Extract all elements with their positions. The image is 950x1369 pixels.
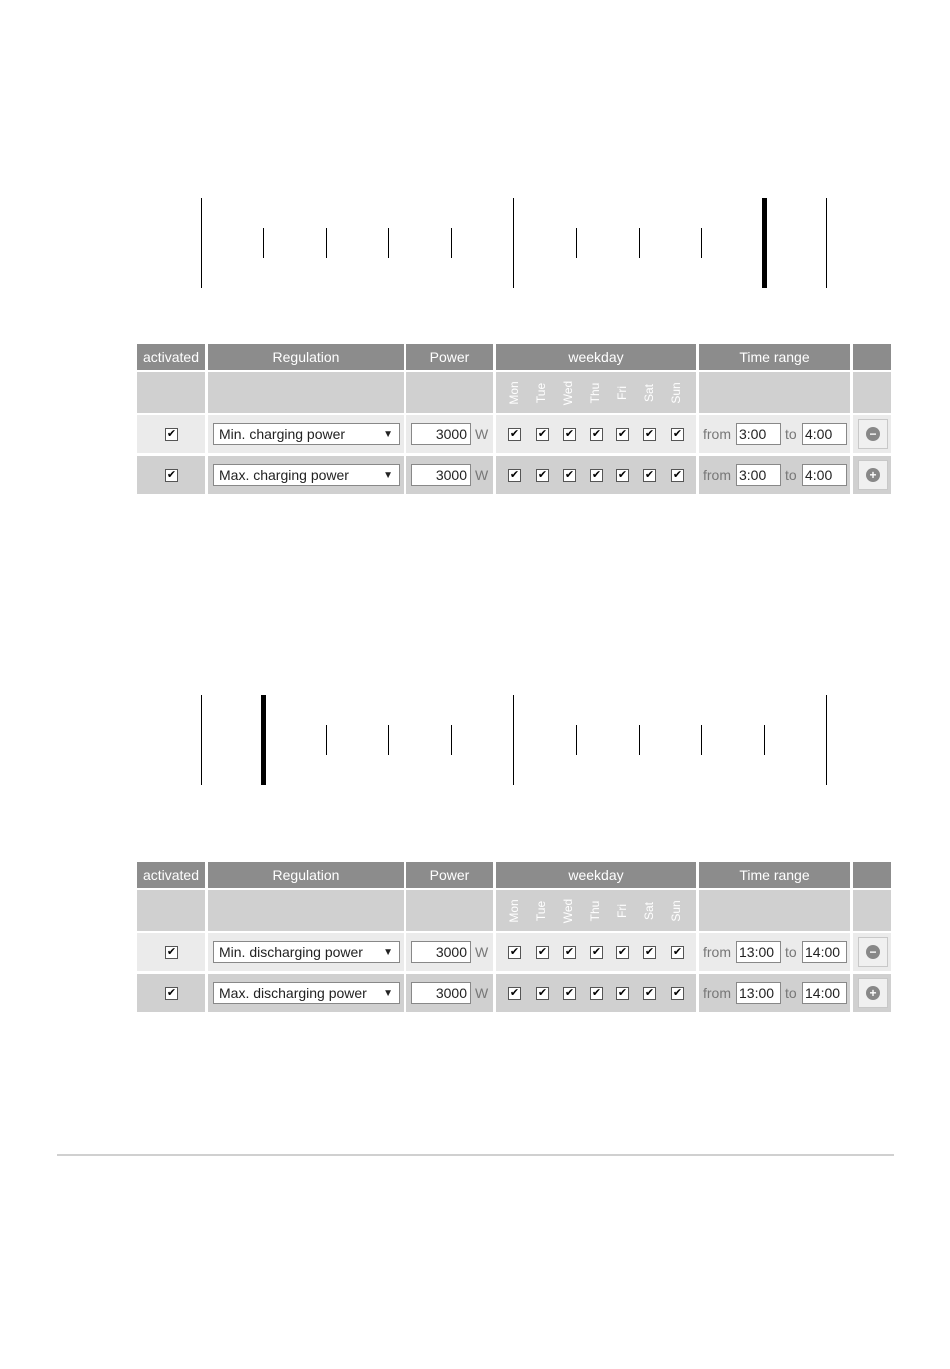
day-label-sun: Sun — [669, 900, 683, 922]
timeline-tick — [701, 725, 702, 755]
action-cell — [853, 933, 891, 971]
regulation-cell — [208, 974, 404, 1012]
activated-checkbox[interactable]: ✔ — [166, 945, 177, 958]
action-cell — [853, 456, 891, 494]
power-cell — [406, 933, 493, 971]
checkbox-wed[interactable]: ✔ — [564, 945, 575, 958]
day-label-wed: Wed — [561, 380, 575, 406]
timeline-tick-major — [513, 198, 514, 288]
power-input[interactable]: 3000 — [411, 423, 471, 445]
subheader-cell — [137, 890, 205, 931]
header-weekday: weekday — [496, 344, 696, 370]
time-range-cell — [699, 415, 850, 453]
checkbox-wed[interactable]: ✔ — [564, 468, 575, 481]
header-regulation: Regulation — [208, 862, 404, 888]
timeline-tick-major — [201, 198, 202, 288]
timeline-marker — [762, 198, 767, 288]
regulation-select[interactable] — [213, 941, 400, 963]
to-time-input[interactable]: 14:00 — [802, 941, 847, 963]
day-label-sun: Sun — [669, 382, 683, 404]
timeline-2 — [0, 695, 950, 787]
regulation-select[interactable] — [213, 464, 400, 486]
checkbox-sun[interactable]: ✔ — [672, 945, 683, 958]
to-label: to — [785, 985, 797, 1001]
day-label-tue: Tue — [534, 382, 548, 404]
timeline-tick — [451, 725, 452, 755]
from-time-input[interactable]: 3:00 — [736, 423, 781, 445]
subheader-cell — [137, 372, 205, 413]
power-unit: W — [475, 467, 489, 483]
day-label-mon: Mon — [507, 899, 521, 923]
add-row-button[interactable] — [858, 460, 888, 490]
power-cell — [406, 415, 493, 453]
chevron-down-icon: ▼ — [383, 428, 393, 440]
weekday-cell — [496, 415, 696, 453]
from-time-input[interactable]: 3:00 — [736, 464, 781, 486]
header-time-range: Time range — [699, 344, 850, 370]
timeline-tick-major — [513, 695, 514, 785]
remove-row-button[interactable] — [858, 419, 888, 449]
activated-checkbox[interactable]: ✔ — [166, 468, 177, 481]
subheader-cell — [406, 372, 493, 413]
subheader-cell — [699, 890, 850, 931]
subheader-cell — [406, 890, 493, 931]
power-unit: W — [475, 985, 489, 1001]
timeline-tick — [701, 228, 702, 258]
day-label-thu: Thu — [588, 382, 602, 404]
from-label: from — [703, 467, 731, 483]
regulation-cell — [208, 415, 404, 453]
timeline-marker — [261, 695, 266, 785]
regulation-cell — [208, 933, 404, 971]
checkbox-sat[interactable]: ✔ — [644, 427, 655, 440]
day-label-fri: Fri — [615, 386, 629, 400]
regulation-value: Min. discharging power — [219, 944, 363, 960]
action-cell — [853, 415, 891, 453]
add-row-button[interactable] — [858, 978, 888, 1008]
timeline-tick — [576, 725, 577, 755]
regulation-value: Max. discharging power — [219, 985, 367, 1001]
checkbox-sat[interactable]: ✔ — [644, 468, 655, 481]
power-cell — [406, 456, 493, 494]
checkbox-sun[interactable]: ✔ — [672, 468, 683, 481]
activated-cell — [137, 933, 205, 971]
header-power: Power — [406, 344, 493, 370]
to-time-input[interactable]: 4:00 — [802, 423, 847, 445]
checkbox-sat[interactable]: ✔ — [644, 986, 655, 999]
timeline-tick — [263, 228, 264, 258]
timeline-tick — [326, 725, 327, 755]
to-label: to — [785, 944, 797, 960]
minus-circle-icon: − — [866, 945, 880, 959]
power-cell — [406, 974, 493, 1012]
regulation-value: Max. charging power — [219, 467, 349, 483]
power-input[interactable]: 3000 — [411, 941, 471, 963]
to-time-input[interactable]: 14:00 — [802, 982, 847, 1004]
time-range-cell — [699, 974, 850, 1012]
checkbox-tue[interactable]: ✔ — [537, 468, 548, 481]
activated-cell — [137, 415, 205, 453]
checkbox-tue[interactable]: ✔ — [537, 945, 548, 958]
header-power: Power — [406, 862, 493, 888]
day-label-sat: Sat — [642, 383, 656, 403]
checkbox-sun[interactable]: ✔ — [672, 427, 683, 440]
activated-cell — [137, 974, 205, 1012]
checkbox-fri[interactable]: ✔ — [617, 468, 628, 481]
timeline-1 — [0, 198, 950, 290]
checkbox-thu[interactable]: ✔ — [591, 468, 602, 481]
from-time-input[interactable]: 13:00 — [736, 982, 781, 1004]
remove-row-button[interactable] — [858, 937, 888, 967]
power-unit: W — [475, 944, 489, 960]
timeline-tick — [326, 228, 327, 258]
timeline-tick-major — [826, 198, 827, 288]
checkbox-fri[interactable]: ✔ — [617, 945, 628, 958]
weekday-cell — [496, 933, 696, 971]
chevron-down-icon: ▼ — [383, 946, 393, 958]
subheader-cell — [853, 372, 891, 413]
day-label-sat: Sat — [642, 901, 656, 921]
checkbox-fri[interactable]: ✔ — [617, 986, 628, 999]
checkbox-mon[interactable]: ✔ — [509, 468, 520, 481]
to-label: to — [785, 467, 797, 483]
timeline-tick — [576, 228, 577, 258]
page-divider — [57, 1154, 894, 1156]
to-time-input[interactable]: 4:00 — [802, 464, 847, 486]
weekday-cell — [496, 456, 696, 494]
header-action — [853, 862, 891, 888]
regulation-cell — [208, 456, 404, 494]
checkbox-thu[interactable]: ✔ — [591, 986, 602, 999]
subheader-weekdays — [496, 372, 696, 413]
checkbox-sat[interactable]: ✔ — [644, 945, 655, 958]
timeline-tick — [388, 228, 389, 258]
plus-circle-icon: + — [866, 986, 880, 1000]
timeline-tick — [639, 725, 640, 755]
checkbox-fri[interactable]: ✔ — [617, 427, 628, 440]
timeline-tick-major — [201, 695, 202, 785]
timeline-tick — [639, 228, 640, 258]
weekday-cell — [496, 974, 696, 1012]
day-label-thu: Thu — [588, 900, 602, 922]
activated-checkbox[interactable]: ✔ — [166, 427, 177, 440]
timeline-tick — [764, 725, 765, 755]
time-range-cell — [699, 933, 850, 971]
checkbox-mon[interactable]: ✔ — [509, 945, 520, 958]
subheader-cell — [208, 372, 404, 413]
minus-circle-icon: − — [866, 427, 880, 441]
header-regulation: Regulation — [208, 344, 404, 370]
header-activated: activated — [137, 862, 205, 888]
timeline-tick — [388, 725, 389, 755]
regulation-select[interactable] — [213, 423, 400, 445]
checkbox-wed[interactable]: ✔ — [564, 427, 575, 440]
subheader-cell — [208, 890, 404, 931]
header-weekday: weekday — [496, 862, 696, 888]
checkbox-wed[interactable]: ✔ — [564, 986, 575, 999]
from-time-input[interactable]: 13:00 — [736, 941, 781, 963]
power-input[interactable]: 3000 — [411, 464, 471, 486]
subheader-cell — [853, 890, 891, 931]
from-label: from — [703, 985, 731, 1001]
checkbox-mon[interactable]: ✔ — [509, 986, 520, 999]
checkbox-tue[interactable]: ✔ — [537, 427, 548, 440]
timeline-tick-major — [826, 695, 827, 785]
chevron-down-icon: ▼ — [383, 469, 393, 481]
from-label: from — [703, 426, 731, 442]
checkbox-thu[interactable]: ✔ — [591, 427, 602, 440]
checkbox-thu[interactable]: ✔ — [591, 945, 602, 958]
header-action — [853, 344, 891, 370]
header-activated: activated — [137, 344, 205, 370]
chevron-down-icon: ▼ — [383, 987, 393, 999]
regulation-select[interactable] — [213, 982, 400, 1004]
timeline-tick — [451, 228, 452, 258]
activated-checkbox[interactable]: ✔ — [166, 986, 177, 999]
action-cell — [853, 974, 891, 1012]
regulation-value: Min. charging power — [219, 426, 346, 442]
checkbox-mon[interactable]: ✔ — [509, 427, 520, 440]
power-input[interactable]: 3000 — [411, 982, 471, 1004]
subheader-cell — [699, 372, 850, 413]
day-label-mon: Mon — [507, 381, 521, 405]
header-time-range: Time range — [699, 862, 850, 888]
to-label: to — [785, 426, 797, 442]
day-label-fri: Fri — [615, 904, 629, 918]
checkbox-tue[interactable]: ✔ — [537, 986, 548, 999]
from-label: from — [703, 944, 731, 960]
plus-circle-icon: + — [866, 468, 880, 482]
activated-cell — [137, 456, 205, 494]
checkbox-sun[interactable]: ✔ — [672, 986, 683, 999]
subheader-weekdays — [496, 890, 696, 931]
day-label-wed: Wed — [561, 898, 575, 924]
power-unit: W — [475, 426, 489, 442]
day-label-tue: Tue — [534, 900, 548, 922]
time-range-cell — [699, 456, 850, 494]
